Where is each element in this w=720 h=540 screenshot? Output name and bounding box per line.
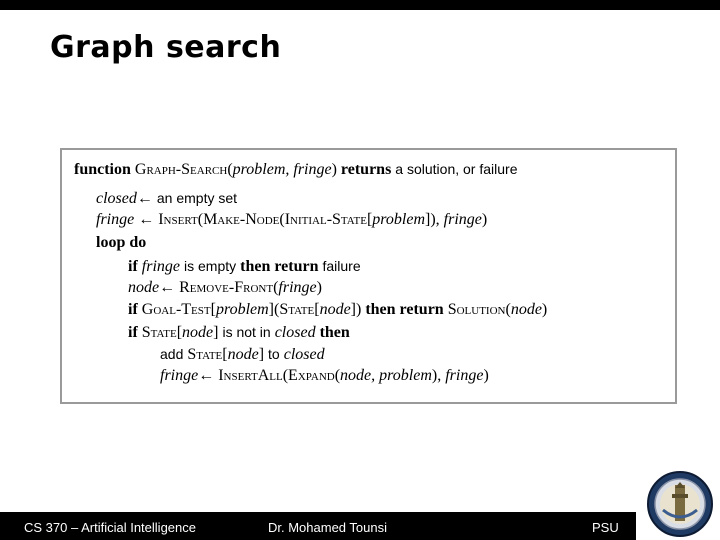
- paren: (: [227, 161, 233, 178]
- fn-remove-front: Remove-Front: [179, 279, 274, 296]
- keyword-then-return: then return: [365, 301, 444, 318]
- fn-goal-test: Goal-Test: [141, 301, 211, 318]
- keyword-then: then: [319, 324, 350, 341]
- function-params: problem, fringe: [232, 161, 332, 178]
- fn-expand: Expand: [288, 367, 335, 384]
- result-failure: failure: [322, 258, 361, 274]
- paren: (: [273, 279, 279, 296]
- fn-insert-all: InsertAll: [218, 367, 283, 384]
- algorithm-line-3: [96, 210, 487, 230]
- var-closed: closed: [283, 346, 325, 363]
- footer-bar: [0, 512, 636, 540]
- paren: ): [483, 367, 489, 384]
- footer-org: PSU: [592, 520, 619, 535]
- fn-state: State: [279, 301, 315, 318]
- statement-to: to: [268, 346, 280, 362]
- arg-node: node: [319, 301, 351, 318]
- statement-text: is not in: [222, 324, 271, 340]
- bracket: [: [366, 211, 373, 228]
- algorithm-line-6: [128, 278, 322, 298]
- statement-text: an empty set: [156, 190, 238, 206]
- keyword-returns: returns: [340, 161, 392, 178]
- keyword-if: if: [128, 324, 138, 341]
- fn-state: State: [187, 346, 223, 363]
- statement-add: add: [160, 346, 184, 362]
- arg-node: node: [510, 301, 542, 318]
- var-node: node: [128, 279, 160, 296]
- assign-arrow: ←: [138, 211, 155, 228]
- algorithm-line-5: [128, 256, 361, 277]
- university-seal-icon: [645, 470, 715, 538]
- bracket: [: [210, 301, 216, 318]
- return-description: a solution, or failure: [395, 161, 518, 177]
- slide-title: Graph search: [50, 30, 282, 65]
- footer-course: CS 370 – Artificial Intelligence: [24, 520, 196, 535]
- paren: ): [481, 211, 488, 228]
- bracket: ](: [268, 301, 280, 318]
- algorithm-line-4: [96, 233, 146, 253]
- paren: ): [316, 279, 322, 296]
- assign-arrow: ←: [136, 190, 153, 207]
- bracket: ]),: [425, 211, 444, 228]
- fn-insert: Insert: [158, 211, 198, 228]
- var-fringe: fringe: [160, 367, 199, 384]
- fn-make-node: Make-Node: [203, 211, 280, 228]
- fn-initial-state: Initial-State: [284, 211, 367, 228]
- arg-node: node: [182, 324, 214, 341]
- fn-state: State: [141, 324, 177, 341]
- bracket: [: [314, 301, 320, 318]
- statement-text: is empty: [184, 258, 237, 274]
- footer-author: Dr. Mohamed Tounsi: [268, 520, 387, 535]
- paren: (: [279, 211, 285, 228]
- algorithm-line-7: [128, 300, 547, 320]
- keyword-loop-do: loop do: [96, 234, 147, 251]
- arg-node: node: [227, 346, 259, 363]
- arg-problem: problem: [215, 301, 269, 318]
- algorithm-line-10: [160, 366, 489, 386]
- bracket: [: [176, 324, 183, 341]
- args-node-problem: node, problem: [340, 367, 432, 384]
- bracket: ]: [258, 346, 265, 363]
- bracket: ]): [350, 301, 362, 318]
- arg-fringe: fringe: [445, 367, 484, 384]
- algorithm-line-8: [128, 322, 350, 343]
- keyword-then-return: then return: [240, 258, 319, 275]
- keyword-if: if: [128, 258, 138, 275]
- algorithm-box: [60, 148, 677, 404]
- paren: ): [331, 161, 337, 178]
- keyword-if: if: [128, 301, 138, 318]
- arg-fringe: fringe: [443, 211, 482, 228]
- var-closed: closed: [274, 324, 316, 341]
- keyword-function: function: [74, 161, 131, 178]
- var-fringe: fringe: [141, 258, 180, 275]
- paren: ): [541, 301, 548, 318]
- function-name: Graph-Search: [134, 161, 228, 178]
- algorithm-line-1: [74, 159, 517, 180]
- paren: (: [282, 367, 289, 384]
- paren: (: [505, 301, 511, 318]
- var-closed: closed: [96, 190, 137, 207]
- bracket: ]: [213, 324, 219, 341]
- assign-arrow: ←: [198, 367, 215, 384]
- paren: (: [334, 367, 341, 384]
- algorithm-line-9: [160, 344, 325, 365]
- arg-fringe: fringe: [278, 279, 317, 296]
- algorithm-line-2: [96, 188, 237, 209]
- fn-solution: Solution: [447, 301, 506, 318]
- paren: (: [197, 211, 204, 228]
- assign-arrow: ←: [159, 279, 176, 296]
- var-fringe: fringe: [96, 211, 135, 228]
- paren: ),: [431, 367, 446, 384]
- top-bar: [0, 0, 720, 10]
- arg-problem: problem: [372, 211, 425, 228]
- bracket: [: [222, 346, 228, 363]
